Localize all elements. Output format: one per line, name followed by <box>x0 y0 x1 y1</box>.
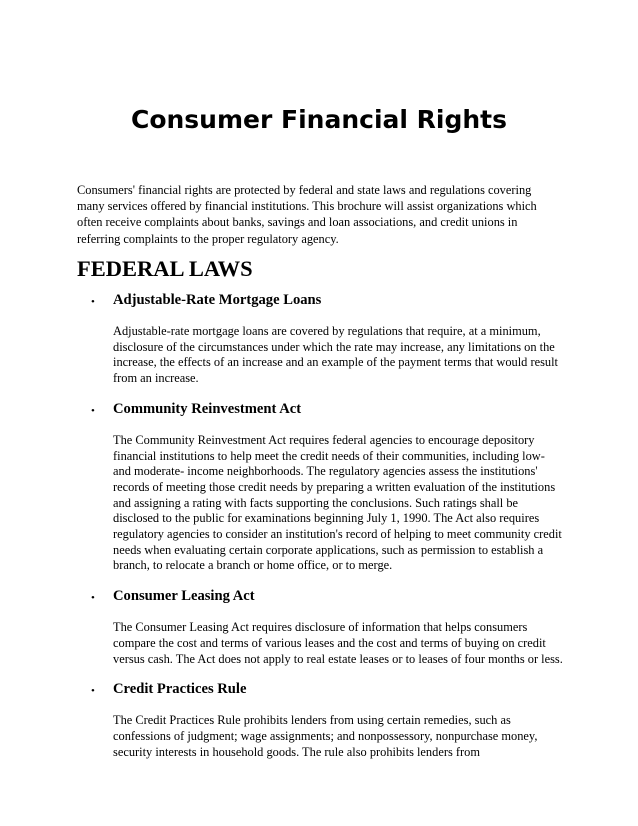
bullet-icon: • <box>91 404 95 417</box>
law-item-adjustable-rate-mortgage <box>0 288 638 387</box>
law-item-consumer-leasing <box>0 584 638 667</box>
bullet-icon: • <box>91 685 95 698</box>
federal-laws-list <box>0 288 638 770</box>
law-description: The Consumer Leasing Act requires disclosure of information that helps consumers compare the cost and terms of various leases and the cost and terms of buying on credit versus cash. The Act does not apply to real estate leases or to leases of four months or less. <box>113 620 563 666</box>
law-title: Consumer Leasing Act <box>113 588 255 605</box>
law-item-community-reinvestment <box>0 397 638 574</box>
intro-paragraph: Consumers' financial rights are protected by federal and state laws and regulations covering many services offered by financial institutions. This brochure will assist organizations which often receive complaints about banks, savings and loan associations, and credit unions in referring complaints to the proper regulatory agency. <box>77 183 537 246</box>
law-title: Adjustable-Rate Mortgage Loans <box>113 292 322 308</box>
document-title: Consumer Financial Rights <box>130 105 508 134</box>
law-title: Credit Practices Rule <box>113 681 247 698</box>
bullet-icon: • <box>91 592 95 605</box>
law-description: Adjustable-rate mortgage loans are covered by regulations that require, at a minimum, disclosure of the circumstances under which the rate may increase, any limitations on the increase, the effects of an increase and an example of the payment terms that would result from an increase. <box>113 324 558 386</box>
law-description: The Community Reinvestment Act requires federal agencies to encourage depository financial institutions to help meet the credit needs of their communities, including low- and moderate- income neighborhoods. The regulatory agencies assess the institutions' records of meeting those credit needs by preparing a written evaluation of the institutions and assigning a rating with facts supporting the conclusions. Such ratings shall be disclosed to the public for examinations beginning July 1, 1990. The Act also requires regulatory agencies to consider an institution's record of helping to meet community credit needs when evaluating certain corporate applications, such as permission to establish a branch, to relocate a branch or home office, or to merge. <box>113 432 562 573</box>
bullet-icon: • <box>91 296 95 308</box>
law-title: Community Reinvestment Act <box>113 400 302 417</box>
law-item-credit-practices <box>0 677 638 760</box>
section-heading-federal-laws: FEDERAL LAWS <box>77 256 253 281</box>
law-description: The Credit Practices Rule prohibits lenders from using certain remedies, such as confessions of judgment; wage assignments; and nonpossessory, nonpurchase money, security interests in household goods. The rule also prohibits lenders from <box>113 713 538 759</box>
